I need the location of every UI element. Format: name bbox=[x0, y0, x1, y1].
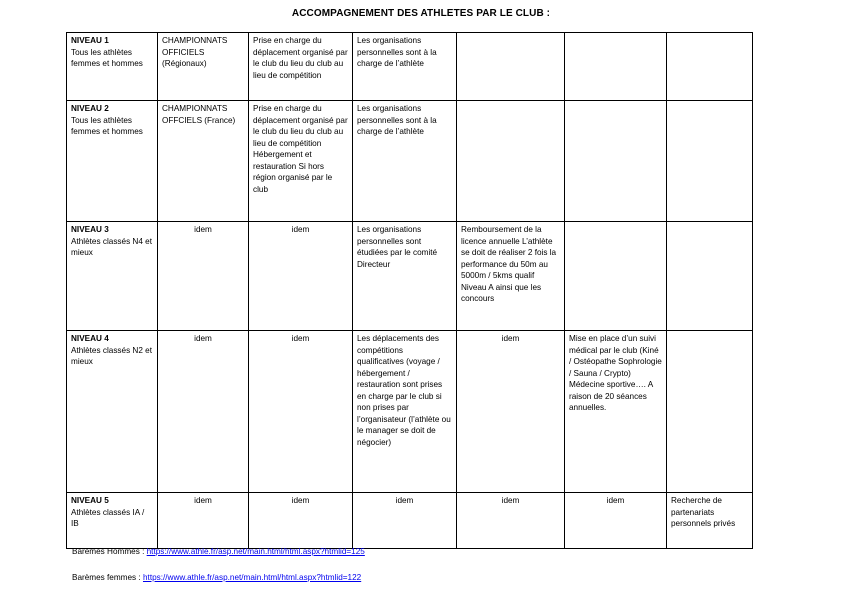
championship-cell: idem bbox=[158, 493, 249, 549]
travel-cell: idem bbox=[249, 222, 353, 331]
partnership-cell bbox=[667, 331, 753, 493]
men-scale-line bbox=[72, 547, 365, 556]
personal-organisation-cell: Les organisations personnelles sont à la charge de l’athlète bbox=[353, 33, 457, 101]
level-label: NIVEAU 2 bbox=[71, 104, 109, 113]
page-title: ACCOMPAGNEMENT DES ATHLETES PAR LE CLUB : bbox=[291, 8, 551, 19]
support-table bbox=[66, 32, 753, 549]
travel-cell: idem bbox=[249, 493, 353, 549]
level-label: NIVEAU 1 bbox=[71, 36, 109, 45]
women-scale-label: Barèmes femmes : bbox=[72, 573, 143, 582]
travel-cell: Prise en charge du déplacement organisé par le club du lieu du club au lieu de compétition Hébergement et restauration Si hors région organisé par le club bbox=[249, 101, 353, 222]
medical-cell: idem bbox=[565, 493, 667, 549]
women-scale-link[interactable]: https://www.athle.fr/asp.net/main.html/html.aspx?htmlid=122 bbox=[142, 573, 362, 582]
table-row bbox=[67, 33, 753, 101]
partnership-cell bbox=[667, 33, 753, 101]
personal-organisation-cell: Les déplacements des compétitions qualificatives (voyage / hébergement / restauration sont prises en charge par le club si non prises par l’organisateur (l’athlète ou le manager se doit de négocier) bbox=[353, 331, 457, 493]
reimbursement-cell bbox=[457, 101, 565, 222]
travel-cell: idem bbox=[249, 331, 353, 493]
championship-cell: CHAMPIONNATS OFFCIELS (France) bbox=[158, 101, 249, 222]
reimbursement-cell: idem bbox=[457, 331, 565, 493]
medical-cell: Mise en place d’un suivi médical par le club (Kiné / Ostéopathe Sophrologie / Sauna / Crypto) Médecine sportive…. A raison de 20 séances annuelles. bbox=[565, 331, 667, 493]
level-cell bbox=[67, 33, 158, 101]
athletes-label: Tous les athlètes femmes et hommes bbox=[71, 115, 143, 136]
women-scale-line bbox=[72, 573, 361, 582]
table-row bbox=[67, 493, 753, 549]
medical-cell bbox=[565, 33, 667, 101]
partnership-cell: Recherche de partenariats personnels privés bbox=[667, 493, 753, 549]
level-cell bbox=[67, 493, 158, 549]
travel-cell: Prise en charge du déplacement organisé par le club du lieu du club au lieu de compétition bbox=[249, 33, 353, 101]
level-label: NIVEAU 5 bbox=[71, 496, 109, 505]
partnership-cell bbox=[667, 101, 753, 222]
athletes-label: Athlètes classés IA / IB bbox=[71, 507, 145, 528]
level-cell bbox=[67, 222, 158, 331]
men-scale-link[interactable]: https://www.athle.fr/asp.net/main.html/html.aspx?htmlid=125 bbox=[146, 547, 365, 556]
men-scale-label: Barèmes Hommes : bbox=[72, 547, 147, 556]
partnership-cell bbox=[667, 222, 753, 331]
level-cell bbox=[67, 331, 158, 493]
level-label: NIVEAU 4 bbox=[71, 334, 109, 343]
championship-cell: idem bbox=[158, 331, 249, 493]
reimbursement-cell: idem bbox=[457, 493, 565, 549]
athletes-label: Tous les athlètes femmes et hommes bbox=[71, 47, 143, 68]
personal-organisation-cell: idem bbox=[353, 493, 457, 549]
table-row bbox=[67, 101, 753, 222]
personal-organisation-cell: Les organisations personnelles sont à la charge de l’athlète bbox=[353, 101, 457, 222]
table-row bbox=[67, 222, 753, 331]
level-cell bbox=[67, 101, 158, 222]
championship-cell: idem bbox=[158, 222, 249, 331]
championship-cell: CHAMPIONNATS OFFICIELS (Régionaux) bbox=[158, 33, 249, 101]
athletes-label: Athlètes classés N4 et mieux bbox=[71, 236, 153, 257]
medical-cell bbox=[565, 222, 667, 331]
reimbursement-cell: Remboursement de la licence annuelle L’athlète se doit de réaliser 2 fois la performance du 50m au 5000m / 5kms qualif Niveau A ainsi que les concours bbox=[457, 222, 565, 331]
level-label: NIVEAU 3 bbox=[71, 225, 109, 234]
personal-organisation-cell: Les organisations personnelles sont étudiées par le comité Directeur bbox=[353, 222, 457, 331]
athletes-label: Athlètes classés N2 et mieux bbox=[71, 345, 153, 366]
reimbursement-cell bbox=[457, 33, 565, 101]
medical-cell bbox=[565, 101, 667, 222]
table-row bbox=[67, 331, 753, 493]
